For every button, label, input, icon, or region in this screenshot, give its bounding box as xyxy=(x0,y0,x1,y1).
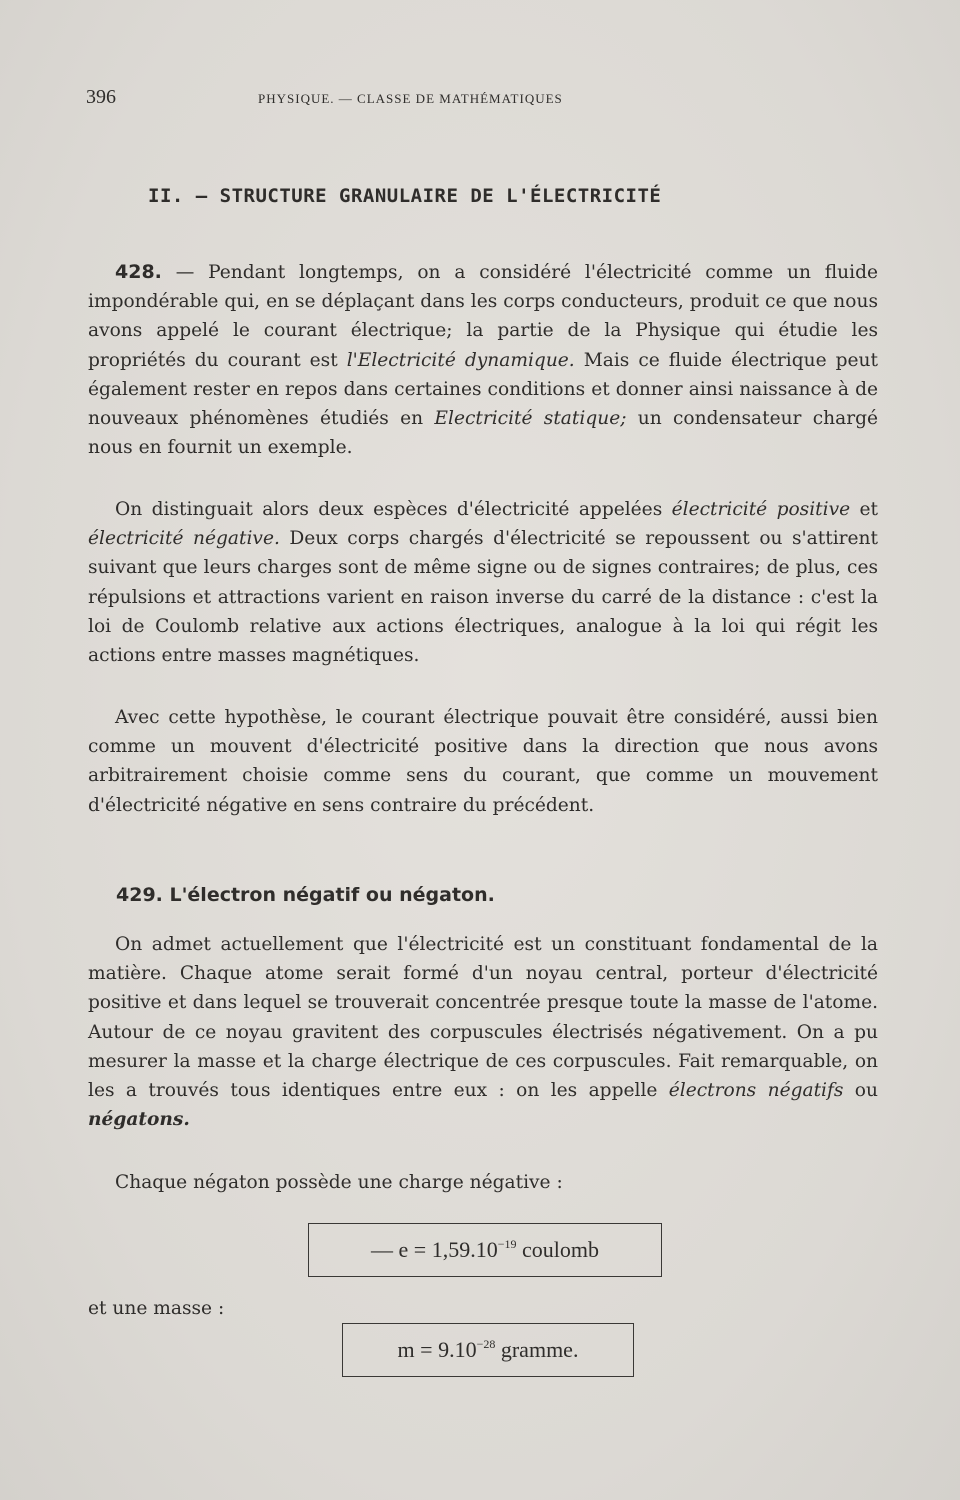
p2-italic-1: électricité positive xyxy=(671,499,851,520)
paragraph-number-428: 428. xyxy=(115,261,162,283)
running-head: PHYSIQUE. — CLASSE DE MATHÉMATIQUES xyxy=(258,91,563,106)
paragraph-428 xyxy=(88,258,878,462)
p428-italic-1: l'Electricité dynamique. xyxy=(346,349,575,371)
section-title: II. — STRUCTURE GRANULAIRE DE L'ÉLECTRICITÉ xyxy=(148,185,662,207)
p428-text-2: Mais ce fluide électrique peut également rester en repos dans certaines conditions et donner ainsi naissance à de nouveaux phénomènes étudiés en xyxy=(88,349,878,430)
p429-italic-1: électrons négatifs xyxy=(668,1080,844,1102)
formula-mass-unit: gramme. xyxy=(495,1337,579,1362)
paragraph-charge-intro xyxy=(88,1168,878,1197)
p2-text-2: et xyxy=(850,499,879,520)
paragraph-429 xyxy=(88,930,878,1134)
p428-text-1: — Pendant longtemps, on a considéré l'électricité comme un fluide impondérable qui, en se déplaçant dans les corps conducteurs, produit ce que nous avons appelé le courant électrique; la partie de la Physique qui étudie les propriétés du courant est xyxy=(88,262,878,371)
charge-intro: Chaque négaton possède une charge négative : xyxy=(115,1172,563,1193)
page-number: 396 xyxy=(86,86,116,108)
p3-text: Avec cette hypothèse, le courant électrique pouvait être considéré, aussi bien comme un mouvent d'électricité positive dans la direction que nous avons arbitrairement choisie comme sens du courant, que comme un mouvement d'électricité négative en sens contraire du précédent. xyxy=(88,707,878,816)
p2-italic-2: électricité négative. xyxy=(88,528,280,550)
paragraph-hypothesis xyxy=(88,703,878,820)
p429-text-1: On admet actuellement que l'électricité est un constituant fondamental de la matière. Chaque atome serait formé d'un noyau central, porteur d'électricité positive et dans lequel se trouverait concentrée presque toute la masse de l'atome. Autour de ce noyau gravitent des corpuscules électrisés négativement. On a pu mesurer la masse et la charge électrique de ces corpuscules. Fait remarquable, on les a trouvés tous identiques entre eux : on les appelle xyxy=(88,934,878,1102)
p428-text-3: un condensateur chargé nous en fournit un exemple. xyxy=(88,408,879,459)
mass-label: et une masse : xyxy=(88,1298,225,1319)
p2-text-1: On distinguait alors deux espèces d'électricité appelées xyxy=(115,499,672,520)
subsection-heading-429: 429. L'électron négatif ou négaton. xyxy=(116,884,495,906)
formula-mass-exponent: −28 xyxy=(476,1337,496,1351)
formula-charge-box xyxy=(308,1223,662,1277)
p2-text-3: Deux corps chargés d'électricité se repoussent ou s'attirent suivant que leurs charges sont de même signe ou de signes contraires; de plus, ces répulsions et attractions varient en raison inverse du carré de la distance : c'est la loi de Coulomb relative aux actions électriques, analogue à la loi qui régit les actions entre masses magnétiques. xyxy=(88,528,878,667)
formula-mass-box xyxy=(342,1323,634,1377)
p429-bold-italic: négatons. xyxy=(88,1109,190,1131)
page-header xyxy=(86,86,886,116)
formula-charge-exponent: −19 xyxy=(497,1237,517,1251)
formula-charge-unit: coulomb xyxy=(516,1237,599,1262)
p428-italic-2: Electricité statique; xyxy=(434,408,627,430)
p429-text-2: ou xyxy=(843,1080,878,1102)
formula-charge-lhs: — e = 1,59.10 xyxy=(371,1237,498,1262)
paragraph-two-electricities xyxy=(88,495,878,670)
formula-mass-lhs: m = 9.10 xyxy=(397,1337,477,1362)
